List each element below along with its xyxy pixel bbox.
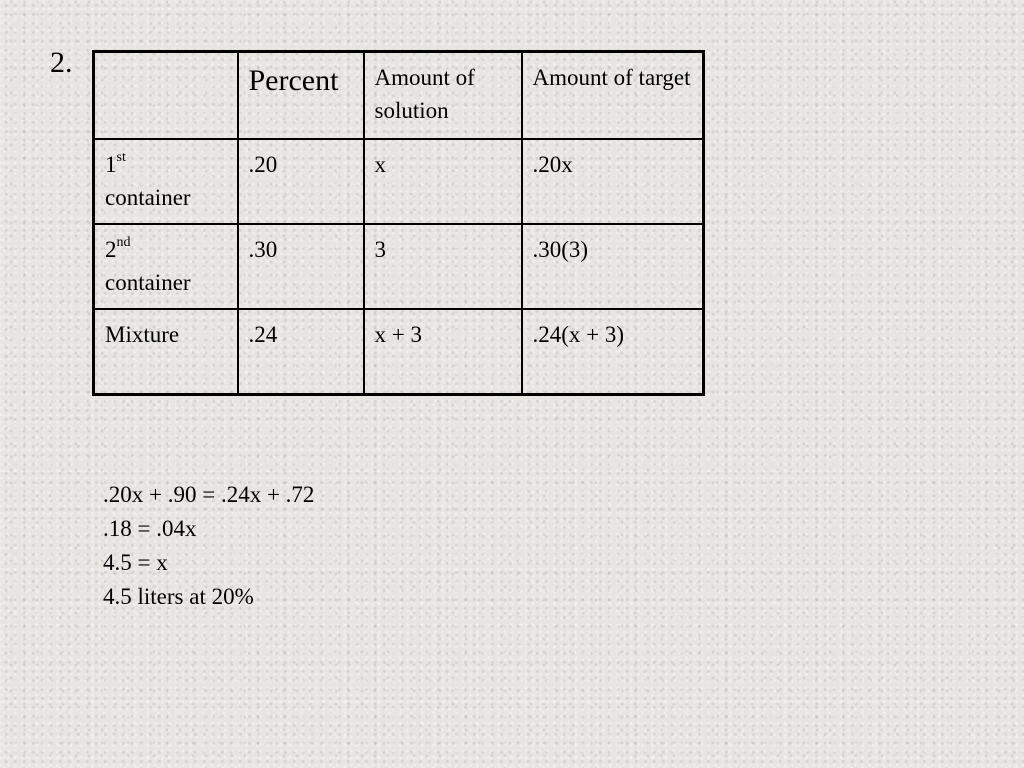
equation-line: .18 = .04x <box>103 516 197 541</box>
row-label-main: Mixture <box>105 322 180 347</box>
amount-target-cell: .24(x + 3) <box>522 309 704 395</box>
table-row <box>94 309 704 395</box>
row-label-main: 1 <box>105 152 117 177</box>
percent-cell: .20 <box>238 139 364 224</box>
header-cell-amount-of-solution: Amount of solution <box>364 52 522 140</box>
equation-line: .20x + .90 = .24x + .72 <box>103 482 315 507</box>
row-label-rest: container <box>105 270 191 296</box>
row-label-cell <box>94 224 238 309</box>
percent-cell: .30 <box>238 224 364 309</box>
amount-solution-cell: 3 <box>364 224 522 309</box>
row-label-cell <box>94 309 238 395</box>
row-label-rest: container <box>105 185 191 211</box>
row-label-cell <box>94 139 238 224</box>
amount-target-cell: .30(3) <box>522 224 704 309</box>
table-header-row <box>94 52 704 140</box>
header-cell-amount-of-target: Amount of target <box>522 52 704 140</box>
amount-solution-cell: x + 3 <box>364 309 522 395</box>
answer-line: 4.5 liters at 20% <box>103 584 254 609</box>
table-row <box>94 224 704 309</box>
row-label-sup: st <box>116 150 126 166</box>
problem-number: 2. <box>50 46 73 79</box>
mixture-table <box>92 50 705 396</box>
equation-line: 4.5 = x <box>103 550 168 575</box>
row-label-sup: nd <box>116 235 131 251</box>
row-label-main: 2 <box>105 237 117 262</box>
solution-work <box>103 478 314 614</box>
amount-solution-cell: x <box>364 139 522 224</box>
percent-cell: .24 <box>238 309 364 395</box>
amount-target-cell: .20x <box>522 139 704 224</box>
header-cell-empty <box>94 52 238 140</box>
header-cell-percent: Percent <box>238 52 364 140</box>
table-row <box>94 139 704 224</box>
